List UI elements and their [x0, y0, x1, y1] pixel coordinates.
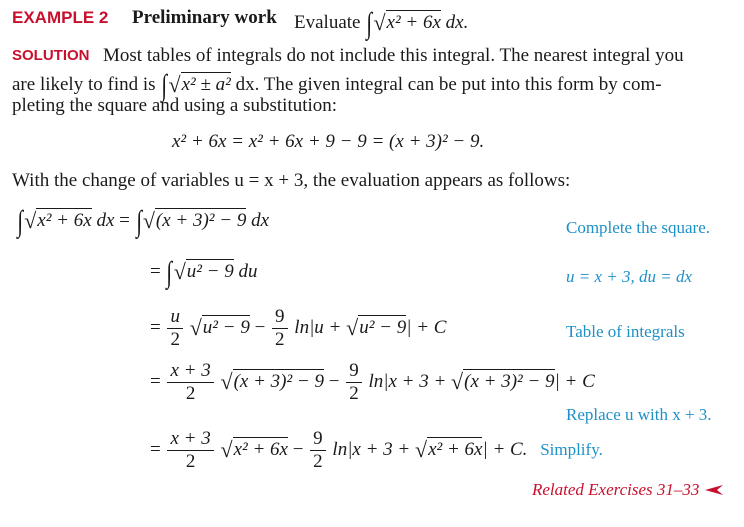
radical: √u² − 9	[173, 259, 234, 284]
radical: √(x + 3)² − 9	[142, 208, 247, 233]
step-1-dx: dx	[251, 210, 270, 231]
solution-line-1: Most tables of integrals do not include this integral. The nearest integral you	[103, 45, 684, 66]
fraction	[346, 360, 362, 405]
fraction-numerator: u	[167, 306, 183, 329]
step-2-note: u = x + 3, du = dx	[566, 267, 693, 286]
fraction-denominator: 2	[185, 383, 196, 404]
fraction	[272, 306, 288, 351]
step-5-radicand-1: x² + 6x	[233, 438, 288, 460]
solution-label: SOLUTION	[12, 47, 90, 64]
radical: √(x + 3)² − 9	[451, 368, 555, 394]
step-5-log: ln|x + 3 +	[332, 438, 411, 460]
arrow-left-icon	[704, 484, 724, 496]
step-5-radicand-2: x² + 6x	[428, 438, 483, 460]
fraction-numerator: 9	[272, 306, 288, 329]
step-4-radicand-1: (x + 3)² − 9	[233, 370, 324, 392]
minus-sign: −	[254, 316, 266, 338]
example-label: EXAMPLE 2	[12, 8, 109, 27]
complete-square-equation: x² + 6x = x² + 6x + 9 − 9 = (x + 3)² − 9.	[172, 131, 485, 152]
table-form-radicand: x² ± a²	[181, 74, 231, 95]
fraction-denominator: 2	[349, 383, 359, 404]
step-3-note: Table of integrals	[566, 322, 685, 341]
integral-sign: ∫	[135, 205, 142, 238]
step-4-radicand-2: (x + 3)² − 9	[464, 370, 555, 392]
step-4-log: ln|x + 3 +	[368, 370, 447, 392]
step-2-du: du	[238, 261, 258, 282]
step-4-tail: | + C	[554, 370, 595, 392]
step-1-equation	[16, 205, 269, 239]
fraction	[167, 306, 183, 351]
step-5-note: Simplify.	[540, 439, 603, 459]
equals-sign: =	[150, 370, 161, 392]
fraction-numerator: 9	[346, 360, 362, 383]
integral-sign: ∫	[161, 69, 168, 102]
radical: √u² − 9	[189, 314, 250, 340]
step-1-lhs-radicand: x² + 6x	[37, 210, 92, 231]
fraction-denominator: 2	[185, 451, 196, 472]
fraction	[167, 360, 213, 405]
minus-sign: −	[328, 370, 340, 392]
step-5-tail: | + C.	[482, 438, 528, 460]
fraction-numerator: x + 3	[167, 428, 213, 451]
radical: √x² + 6x	[24, 208, 92, 233]
example-statement	[294, 7, 468, 41]
radical: √x² + 6x	[373, 10, 441, 35]
change-of-variables-text: With the change of variables u = x + 3, the evaluation appears as follows:	[12, 170, 571, 191]
integral-sign: ∫	[366, 7, 373, 40]
fraction	[167, 428, 213, 473]
solution-line-2-start: are likely to find is	[12, 74, 156, 95]
step-4-note: Replace u with x + 3.	[566, 405, 712, 424]
equals-sign: =	[150, 438, 161, 460]
step-2-equation	[150, 256, 258, 290]
fraction-denominator: 2	[313, 451, 323, 472]
step-5-equation	[150, 428, 603, 473]
solution-line-3: pleting the square and using a substitution:	[12, 95, 338, 116]
integral-sign: ∫	[17, 205, 23, 238]
integral-sign: ∫	[166, 256, 173, 289]
radical: √(x + 3)² − 9	[220, 368, 324, 394]
solution-line-2-end: dx. The given integral can be put into this form by com-	[235, 74, 662, 95]
step-1-radicand: (x + 3)² − 9	[155, 210, 247, 231]
example-title: Preliminary work	[132, 7, 277, 28]
step-4-equation	[150, 360, 595, 405]
equals-sign: =	[150, 261, 161, 282]
related-exercises-label: Related Exercises 31–33	[532, 480, 700, 499]
step-3-radicand-1: u² − 9	[202, 316, 250, 338]
fraction-numerator: 9	[310, 428, 326, 451]
example-lead: Evaluate	[294, 12, 361, 33]
step-2-radicand: u² − 9	[186, 261, 234, 282]
radical: √x² ± a²	[168, 72, 231, 97]
step-3-equation	[150, 306, 446, 351]
equals-sign: =	[119, 210, 130, 231]
step-3-tail: | + C	[406, 316, 447, 338]
example-radicand: x² + 6x	[386, 12, 441, 33]
radical: √x² + 6x	[415, 436, 483, 462]
step-3-log: ln|u +	[294, 316, 342, 338]
fraction-denominator: 2	[170, 329, 180, 350]
radical: √u² − 9	[346, 314, 407, 340]
step-1-lhs-dx: dx	[96, 210, 115, 231]
equals-sign: =	[150, 316, 161, 338]
radical: √x² + 6x	[220, 436, 288, 462]
fraction-denominator: 2	[275, 329, 285, 350]
step-1-note: Complete the square.	[566, 218, 710, 237]
fraction-numerator: x + 3	[167, 360, 213, 383]
step-3-radicand-2: u² − 9	[359, 316, 407, 338]
minus-sign: −	[292, 438, 304, 460]
fraction	[310, 428, 326, 473]
related-exercises-link[interactable]	[532, 480, 724, 500]
example-dx: dx.	[445, 12, 469, 33]
